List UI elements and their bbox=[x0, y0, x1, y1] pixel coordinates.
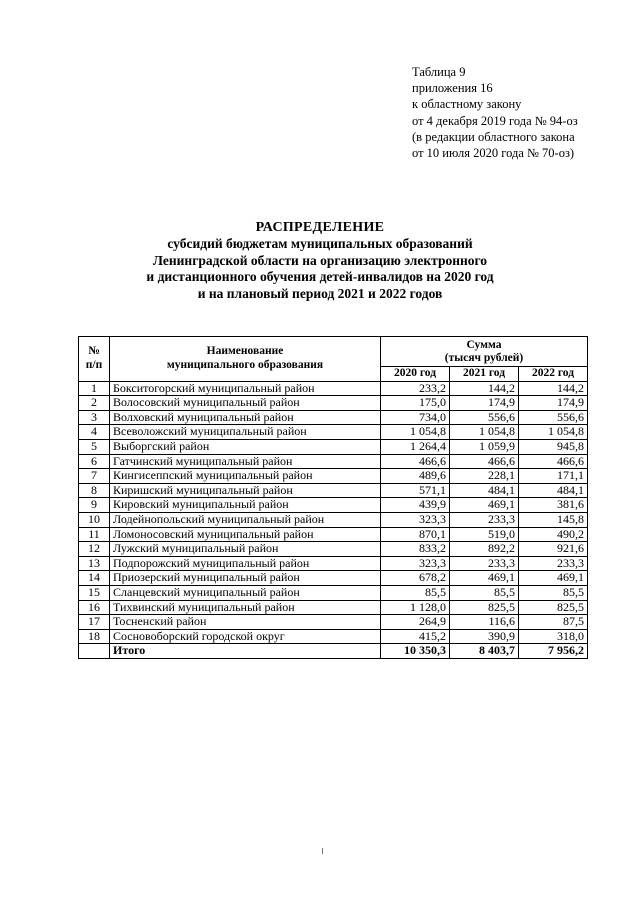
row-name: Выборгский район bbox=[110, 439, 381, 454]
row-value-2022: 171,1 bbox=[519, 469, 588, 484]
row-number: 12 bbox=[79, 542, 110, 557]
row-number: 11 bbox=[79, 527, 110, 542]
row-value-2021: 1 054,8 bbox=[450, 425, 519, 440]
title-main: РАСПРЕДЕЛЕНИЕ bbox=[255, 220, 385, 235]
title-line: субсидий бюджетам муниципальных образований bbox=[167, 236, 473, 252]
appendix-line: (в редакции областного закона bbox=[412, 129, 575, 144]
header-year-2022: 2022 год bbox=[519, 367, 588, 382]
row-name: Гатчинский муниципальный район bbox=[110, 454, 381, 469]
row-value-2022: 144,2 bbox=[519, 381, 588, 396]
row-number: 10 bbox=[79, 512, 110, 527]
row-value-2022: 466,6 bbox=[519, 454, 588, 469]
appendix-line: от 10 июля 2020 года № 70-оз) bbox=[412, 146, 575, 161]
total-number-cell bbox=[79, 644, 110, 659]
row-value-2020: 833,2 bbox=[381, 542, 450, 557]
row-number: 16 bbox=[79, 600, 110, 615]
row-value-2022: 556,6 bbox=[519, 410, 588, 425]
row-value-2020: 439,9 bbox=[381, 498, 450, 513]
row-value-2020: 323,3 bbox=[381, 512, 450, 527]
row-value-2021: 85,5 bbox=[450, 585, 519, 600]
row-value-2022: 921,6 bbox=[519, 542, 588, 557]
row-value-2022: 490,2 bbox=[519, 527, 588, 542]
total-2021: 8 403,7 bbox=[450, 644, 519, 659]
row-number: 13 bbox=[79, 556, 110, 571]
header-name-line1: Наименование bbox=[206, 345, 284, 358]
row-name: Сланцевский муниципальный район bbox=[110, 585, 381, 600]
header-number-line2: п/п bbox=[85, 358, 103, 371]
row-value-2020: 323,3 bbox=[381, 556, 450, 571]
header-name bbox=[110, 337, 381, 382]
row-number: 6 bbox=[79, 454, 110, 469]
row-number: 5 bbox=[79, 439, 110, 454]
table-row bbox=[79, 498, 588, 513]
row-name: Волосовский муниципальный район bbox=[110, 396, 381, 411]
row-name: Ломоносовский муниципальный район bbox=[110, 527, 381, 542]
row-number: 7 bbox=[79, 469, 110, 484]
row-name: Сосновоборский городской округ bbox=[110, 629, 381, 644]
row-value-2021: 233,3 bbox=[450, 556, 519, 571]
total-label: Итого bbox=[110, 644, 381, 659]
row-value-2021: 892,2 bbox=[450, 542, 519, 557]
row-number: 3 bbox=[79, 410, 110, 425]
row-number: 4 bbox=[79, 425, 110, 440]
row-value-2021: 233,3 bbox=[450, 512, 519, 527]
row-number: 14 bbox=[79, 571, 110, 586]
row-value-2021: 469,1 bbox=[450, 498, 519, 513]
row-value-2020: 734,0 bbox=[381, 410, 450, 425]
header-year-2020: 2020 год bbox=[381, 367, 450, 382]
table-row bbox=[79, 381, 588, 396]
row-value-2022: 484,1 bbox=[519, 483, 588, 498]
table-row bbox=[79, 615, 588, 630]
table-row bbox=[79, 571, 588, 586]
row-value-2020: 571,1 bbox=[381, 483, 450, 498]
row-number: 18 bbox=[79, 629, 110, 644]
row-value-2020: 489,6 bbox=[381, 469, 450, 484]
row-name: Киришский муниципальный район bbox=[110, 483, 381, 498]
row-number: 2 bbox=[79, 396, 110, 411]
row-value-2022: 469,1 bbox=[519, 571, 588, 586]
row-name: Лодейнопольский муниципальный район bbox=[110, 512, 381, 527]
row-value-2020: 175,0 bbox=[381, 396, 450, 411]
row-value-2022: 825,5 bbox=[519, 600, 588, 615]
row-value-2020: 85,5 bbox=[381, 585, 450, 600]
table-header-row bbox=[79, 337, 588, 367]
row-value-2022: 381,6 bbox=[519, 498, 588, 513]
table-row bbox=[79, 556, 588, 571]
row-value-2022: 174,9 bbox=[519, 396, 588, 411]
table-body bbox=[79, 381, 588, 658]
document-title bbox=[0, 220, 640, 302]
row-value-2021: 174,9 bbox=[450, 396, 519, 411]
row-number: 17 bbox=[79, 615, 110, 630]
table-row bbox=[79, 512, 588, 527]
row-value-2020: 678,2 bbox=[381, 571, 450, 586]
row-number: 15 bbox=[79, 585, 110, 600]
table-row bbox=[79, 469, 588, 484]
row-number: 8 bbox=[79, 483, 110, 498]
row-value-2021: 1 059,9 bbox=[450, 439, 519, 454]
row-name: Кингисеппский муниципальный район bbox=[110, 469, 381, 484]
row-value-2021: 519,0 bbox=[450, 527, 519, 542]
table-total-row bbox=[79, 644, 588, 659]
total-2020: 10 350,3 bbox=[381, 644, 450, 659]
row-name: Тосненский район bbox=[110, 615, 381, 630]
appendix-line: приложения 16 bbox=[412, 81, 493, 96]
row-value-2021: 390,9 bbox=[450, 629, 519, 644]
title-line: и на плановый период 2021 и 2022 годов bbox=[197, 285, 443, 301]
table-row bbox=[79, 425, 588, 440]
row-name: Кировский муниципальный район bbox=[110, 498, 381, 513]
header-number-line1: № bbox=[88, 345, 100, 358]
row-name: Подпорожский муниципальный район bbox=[110, 556, 381, 571]
title-line: и дистанционного обучения детей-инвалидов на 2020 год bbox=[146, 269, 494, 285]
table-row bbox=[79, 542, 588, 557]
row-value-2020: 1 264,4 bbox=[381, 439, 450, 454]
row-value-2022: 318,0 bbox=[519, 629, 588, 644]
table-row bbox=[79, 483, 588, 498]
header-name-line2: муниципального образования bbox=[166, 358, 324, 371]
row-value-2021: 116,6 bbox=[450, 615, 519, 630]
table-row bbox=[79, 410, 588, 425]
row-value-2021: 228,1 bbox=[450, 469, 519, 484]
total-2022: 7 956,2 bbox=[519, 644, 588, 659]
row-value-2022: 145,8 bbox=[519, 512, 588, 527]
row-name: Волховский муниципальный район bbox=[110, 410, 381, 425]
row-value-2022: 1 054,8 bbox=[519, 425, 588, 440]
row-value-2021: 484,1 bbox=[450, 483, 519, 498]
row-value-2021: 556,6 bbox=[450, 410, 519, 425]
appendix-line: от 4 декабря 2019 года № 94-оз bbox=[412, 113, 578, 128]
title-line: Ленинградской области на организацию электронного bbox=[152, 252, 488, 268]
table-row bbox=[79, 454, 588, 469]
row-value-2021: 825,5 bbox=[450, 600, 519, 615]
table-row bbox=[79, 439, 588, 454]
appendix-reference bbox=[412, 64, 578, 161]
row-value-2022: 85,5 bbox=[519, 585, 588, 600]
row-name: Тихвинский муниципальный район bbox=[110, 600, 381, 615]
row-name: Бокситогорский муниципальный район bbox=[110, 381, 381, 396]
row-value-2021: 466,6 bbox=[450, 454, 519, 469]
table-row bbox=[79, 629, 588, 644]
row-number: 9 bbox=[79, 498, 110, 513]
row-name: Лужский муниципальный район bbox=[110, 542, 381, 557]
table-row bbox=[79, 527, 588, 542]
row-value-2020: 870,1 bbox=[381, 527, 450, 542]
header-number bbox=[79, 337, 110, 382]
row-value-2020: 415,2 bbox=[381, 629, 450, 644]
row-value-2020: 233,2 bbox=[381, 381, 450, 396]
row-value-2020: 1 054,8 bbox=[381, 425, 450, 440]
table-row bbox=[79, 396, 588, 411]
row-number: 1 bbox=[79, 381, 110, 396]
row-value-2020: 466,6 bbox=[381, 454, 450, 469]
table-row bbox=[79, 600, 588, 615]
row-value-2021: 469,1 bbox=[450, 571, 519, 586]
header-sum-line2: (тысяч рублей) bbox=[444, 352, 524, 364]
header-sum bbox=[381, 337, 588, 367]
row-value-2020: 264,9 bbox=[381, 615, 450, 630]
subsidy-table bbox=[78, 336, 588, 659]
row-value-2022: 233,3 bbox=[519, 556, 588, 571]
row-name: Всеволожский муниципальный район bbox=[110, 425, 381, 440]
table-row bbox=[79, 585, 588, 600]
row-value-2021: 144,2 bbox=[450, 381, 519, 396]
appendix-line: к областному закону bbox=[412, 97, 522, 112]
appendix-line: Таблица 9 bbox=[412, 65, 466, 79]
row-name: Приозерский муниципальный район bbox=[110, 571, 381, 586]
header-year-2021: 2021 год bbox=[450, 367, 519, 382]
row-value-2020: 1 128,0 bbox=[381, 600, 450, 615]
scan-mark bbox=[322, 848, 323, 854]
row-value-2022: 945,8 bbox=[519, 439, 588, 454]
header-sum-line1: Сумма bbox=[466, 339, 502, 351]
row-value-2022: 87,5 bbox=[519, 615, 588, 630]
